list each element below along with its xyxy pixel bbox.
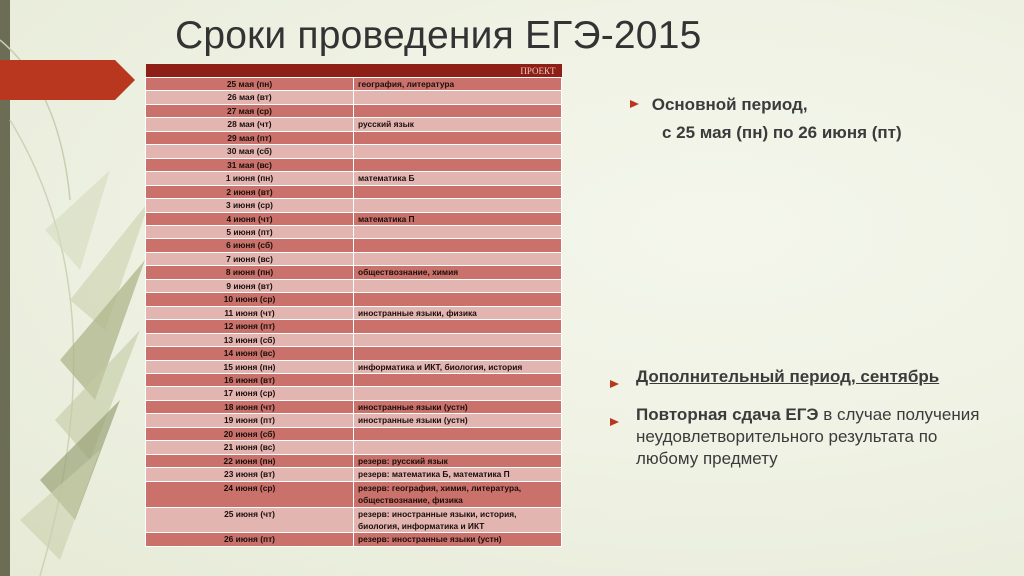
subject-cell: резерв: математика Б, математика П (354, 468, 562, 481)
page-title: Сроки проведения ЕГЭ-2015 (175, 14, 702, 57)
subject-cell (354, 104, 562, 117)
subject-cell (354, 441, 562, 454)
date-cell: 17 июня (ср) (146, 387, 354, 400)
schedule-table-wrap (145, 64, 562, 547)
subject-cell (354, 225, 562, 238)
subject-cell: резерв: иностранные языки (устн) (354, 533, 562, 546)
retake-text (636, 404, 1000, 470)
date-cell: 11 июня (чт) (146, 306, 354, 319)
table-row (146, 347, 562, 360)
subject-cell: резерв: география, химия, литература, обществознание, физика (354, 481, 562, 507)
table-row (146, 252, 562, 265)
subject-cell: обществознание, химия (354, 266, 562, 279)
schedule-table-body (146, 78, 562, 547)
date-cell: 19 июня (пт) (146, 414, 354, 427)
date-cell: 25 июня (чт) (146, 507, 354, 533)
bullet-arrow-icon (610, 418, 619, 426)
table-row (146, 400, 562, 413)
table-row (146, 414, 562, 427)
date-cell: 30 мая (сб) (146, 145, 354, 158)
date-cell: 14 июня (вс) (146, 347, 354, 360)
schedule-table (145, 64, 562, 547)
subject-cell (354, 333, 562, 346)
date-cell: 29 мая (пт) (146, 131, 354, 144)
table-row (146, 427, 562, 440)
date-cell: 3 июня (ср) (146, 199, 354, 212)
date-cell: 9 июня (вт) (146, 279, 354, 292)
date-cell: 26 мая (вт) (146, 91, 354, 104)
table-row (146, 212, 562, 225)
table-row (146, 373, 562, 386)
table-row (146, 118, 562, 131)
date-cell: 10 июня (ср) (146, 293, 354, 306)
subject-cell: иностранные языки (устн) (354, 414, 562, 427)
table-row (146, 145, 562, 158)
date-cell: 21 июня (вс) (146, 441, 354, 454)
table-row (146, 533, 562, 546)
subject-cell (354, 427, 562, 440)
subject-cell (354, 373, 562, 386)
retake-bold: Повторная сдача ЕГЭ (636, 405, 819, 424)
table-row (146, 507, 562, 533)
date-cell: 28 мая (чт) (146, 118, 354, 131)
table-row (146, 91, 562, 104)
subject-cell (354, 185, 562, 198)
table-row (146, 279, 562, 292)
date-cell: 16 июня (вт) (146, 373, 354, 386)
subject-cell (354, 145, 562, 158)
bullet-arrow-icon (630, 100, 639, 108)
date-cell: 18 июня (чт) (146, 400, 354, 413)
table-row (146, 441, 562, 454)
subject-cell (354, 320, 562, 333)
date-cell: 12 июня (пт) (146, 320, 354, 333)
table-row (146, 172, 562, 185)
subject-cell (354, 347, 562, 360)
date-cell: 31 мая (вс) (146, 158, 354, 171)
table-row (146, 185, 562, 198)
subject-cell (354, 158, 562, 171)
table-row (146, 78, 562, 91)
table-row (146, 158, 562, 171)
main-period-label: Основной период, (651, 95, 808, 114)
date-cell: 6 июня (сб) (146, 239, 354, 252)
date-cell: 8 июня (пн) (146, 266, 354, 279)
subject-cell: резерв: русский язык (354, 454, 562, 467)
table-row (146, 387, 562, 400)
retake-item (610, 404, 1000, 470)
table-row (146, 293, 562, 306)
additional-period-text: Дополнительный период, сентябрь (636, 367, 940, 386)
subject-cell: иностранные языки (устн) (354, 400, 562, 413)
date-cell: 1 июня (пн) (146, 172, 354, 185)
date-cell: 24 июня (ср) (146, 481, 354, 507)
date-cell: 27 мая (ср) (146, 104, 354, 117)
subject-cell (354, 91, 562, 104)
title-arrow-banner (0, 60, 135, 100)
subject-cell (354, 239, 562, 252)
date-cell: 25 мая (пн) (146, 78, 354, 91)
table-row (146, 360, 562, 373)
date-cell: 13 июня (сб) (146, 333, 354, 346)
date-cell: 15 июня (пн) (146, 360, 354, 373)
table-row (146, 333, 562, 346)
date-cell: 23 июня (вт) (146, 468, 354, 481)
table-row (146, 131, 562, 144)
table-header-project: ПРОЕКТ (146, 64, 562, 78)
subject-cell (354, 252, 562, 265)
table-row (146, 454, 562, 467)
additional-period-item (610, 366, 1000, 396)
table-row (146, 320, 562, 333)
table-row (146, 481, 562, 507)
table-row (146, 199, 562, 212)
date-cell: 22 июня (пн) (146, 454, 354, 467)
table-row (146, 266, 562, 279)
date-cell: 2 июня (вт) (146, 185, 354, 198)
date-cell: 5 июня (пт) (146, 225, 354, 238)
subject-cell: математика П (354, 212, 562, 225)
subject-cell: иностранные языки, физика (354, 306, 562, 319)
additional-info-block (610, 366, 1000, 478)
subject-cell: резерв: иностранные языки, история, биология, информатика и ИКТ (354, 507, 562, 533)
date-cell: 20 июня (сб) (146, 427, 354, 440)
subject-cell: информатика и ИКТ, биология, история (354, 360, 562, 373)
table-row (146, 306, 562, 319)
bullet-arrow-icon (610, 380, 619, 388)
table-row (146, 104, 562, 117)
date-cell: 4 июня (чт) (146, 212, 354, 225)
subject-cell (354, 199, 562, 212)
subject-cell (354, 131, 562, 144)
retake-rest: в случае получения неудовлетворительного результата по любому предмету (636, 405, 980, 468)
subject-cell (354, 279, 562, 292)
main-period-dates: с 25 мая (пн) по 26 июня (пт) (662, 123, 902, 142)
subject-cell (354, 387, 562, 400)
table-row (146, 239, 562, 252)
table-row (146, 225, 562, 238)
subject-cell: русский язык (354, 118, 562, 131)
date-cell: 26 июня (пт) (146, 533, 354, 546)
subject-cell (354, 293, 562, 306)
date-cell: 7 июня (вс) (146, 252, 354, 265)
subject-cell: математика Б (354, 172, 562, 185)
main-period-block (630, 95, 1010, 143)
table-row (146, 468, 562, 481)
subject-cell: география, литература (354, 78, 562, 91)
